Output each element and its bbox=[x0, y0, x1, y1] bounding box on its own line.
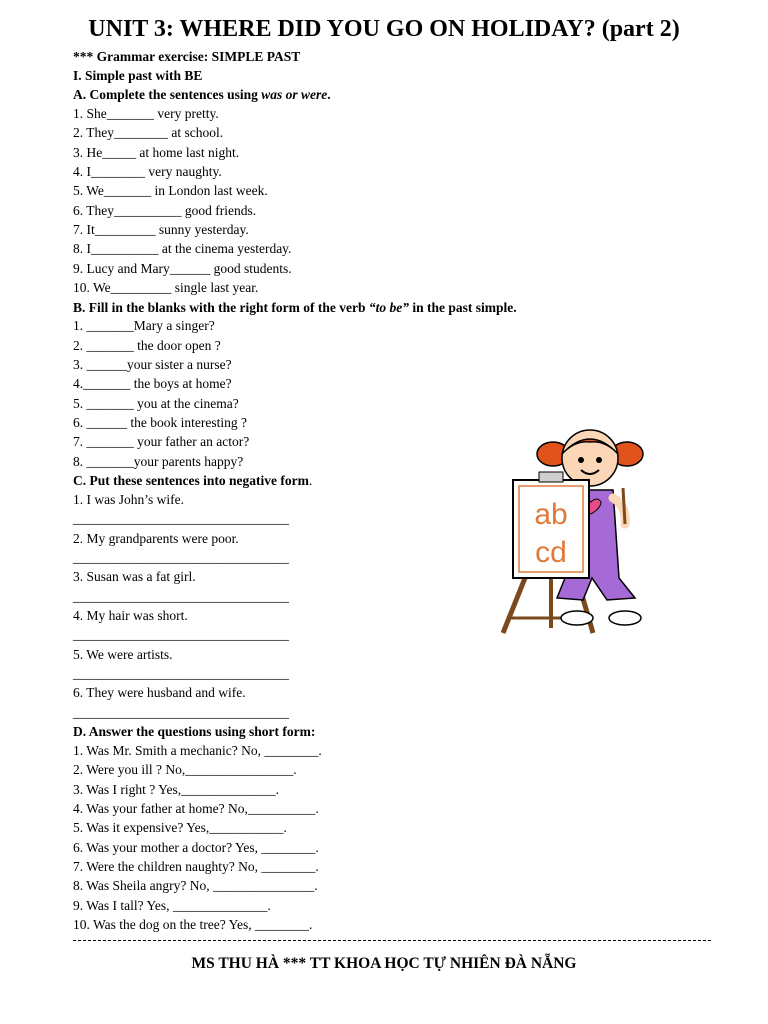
part-d-item: 2. Were you ill ? No,________________. bbox=[73, 762, 297, 777]
shoe-icon bbox=[609, 611, 641, 625]
part-b-item: 7. _______ your father an actor? bbox=[73, 434, 250, 449]
part-a-heading bbox=[73, 87, 331, 103]
part-a-item: 2. They________ at school. bbox=[73, 125, 224, 140]
part-c-item: 6. They were husband and wife. bbox=[73, 685, 246, 700]
part-a-item: 1. She_______ very pretty. bbox=[73, 106, 219, 121]
part-c-item: 4. My hair was short. bbox=[73, 608, 188, 623]
part-a-heading-text: A. Complete the sentences using bbox=[73, 87, 262, 102]
part-a-heading-emphasis: was or were bbox=[261, 87, 328, 102]
part-b-item: 5. _______ you at the cinema? bbox=[73, 396, 239, 411]
part-d-item: 3. Was I right ? Yes,______________. bbox=[73, 782, 280, 797]
part-d-item: 6. Was your mother a doctor? Yes, ________. bbox=[73, 840, 319, 855]
part-c-item: 1. I was John’s wife. bbox=[73, 492, 184, 507]
subtitle: *** Grammar exercise: SIMPLE PAST bbox=[73, 49, 301, 64]
part-b-heading-text: B. Fill in the blanks with the right form of the verb bbox=[73, 300, 369, 315]
board-text-bottom: cd bbox=[535, 536, 567, 569]
part-b-item: 4._______ the boys at home? bbox=[73, 376, 232, 391]
page-title: UNIT 3: WHERE DID YOU GO ON HOLIDAY? (part 2) bbox=[88, 16, 680, 42]
dashed-divider bbox=[73, 940, 711, 941]
part-c-item: 3. Susan was a fat girl. bbox=[73, 569, 196, 584]
part-c-heading-end: . bbox=[308, 473, 313, 488]
part-b-item: 3. ______your sister a nurse? bbox=[73, 357, 232, 372]
part-c-heading bbox=[73, 473, 312, 489]
answer-line[interactable]: ________________________________ bbox=[73, 666, 289, 681]
part-d-item: 5. Was it expensive? Yes,___________. bbox=[73, 820, 287, 835]
part-a-item: 3. He_____ at home last night. bbox=[73, 145, 240, 160]
part-d-item: 10. Was the dog on the tree? Yes, ________. bbox=[73, 917, 313, 932]
part-b-heading-end: in the past simple. bbox=[409, 300, 517, 315]
section-heading: I. Simple past with BE bbox=[73, 68, 203, 83]
part-c-item: 5. We were artists. bbox=[73, 647, 173, 662]
part-b-item: 1. _______Mary a singer? bbox=[73, 318, 215, 333]
part-a-item: 5. We_______ in London last week. bbox=[73, 183, 268, 198]
answer-line[interactable]: ________________________________ bbox=[73, 550, 289, 565]
answer-line[interactable]: ________________________________ bbox=[73, 705, 289, 720]
part-b-item: 6. ______ the book interesting ? bbox=[73, 415, 247, 430]
part-d-item: 7. Were the children naughty? No, ________. bbox=[73, 859, 319, 874]
part-a-item: 8. I__________ at the cinema yesterday. bbox=[73, 241, 292, 256]
part-b-heading bbox=[73, 300, 517, 316]
part-c-heading-text: C. Put these sentences into negative form bbox=[73, 473, 309, 488]
part-d-item: 8. Was Sheila angry? No, _______________. bbox=[73, 878, 318, 893]
footer: MS THU HÀ *** TT KHOA HỌC TỰ NHIÊN ĐÀ NẴNG bbox=[191, 955, 577, 972]
board-text-top: ab bbox=[534, 498, 568, 531]
girl-easel-illustration bbox=[495, 428, 675, 638]
brush-icon bbox=[623, 488, 625, 524]
part-b-heading-emphasis: “to be” bbox=[368, 300, 409, 315]
part-a-item: 9. Lucy and Mary______ good students. bbox=[73, 261, 292, 276]
part-c-item: 2. My grandparents were poor. bbox=[73, 531, 239, 546]
part-a-item: 7. It_________ sunny yesterday. bbox=[73, 222, 249, 237]
answer-line[interactable]: ________________________________ bbox=[73, 511, 289, 526]
part-b-item: 8. _______your parents happy? bbox=[73, 454, 244, 469]
part-d-item: 1. Was Mr. Smith a mechanic? No, ________. bbox=[73, 743, 322, 758]
part-b-item: 2. _______ the door open ? bbox=[73, 338, 221, 353]
answer-line[interactable]: ________________________________ bbox=[73, 589, 289, 604]
part-d-heading: D. Answer the questions using short form: bbox=[73, 724, 316, 739]
shoe-icon bbox=[561, 611, 593, 625]
part-a-heading-end: . bbox=[327, 87, 331, 102]
answer-line[interactable]: ________________________________ bbox=[73, 627, 289, 642]
part-a-item: 10. We_________ single last year. bbox=[73, 280, 259, 295]
part-d-item: 9. Was I tall? Yes, ______________. bbox=[73, 898, 271, 913]
part-a-item: 4. I________ very naughty. bbox=[73, 164, 222, 179]
part-d-item: 4. Was your father at home? No,__________. bbox=[73, 801, 319, 816]
part-a-item: 6. They__________ good friends. bbox=[73, 203, 257, 218]
